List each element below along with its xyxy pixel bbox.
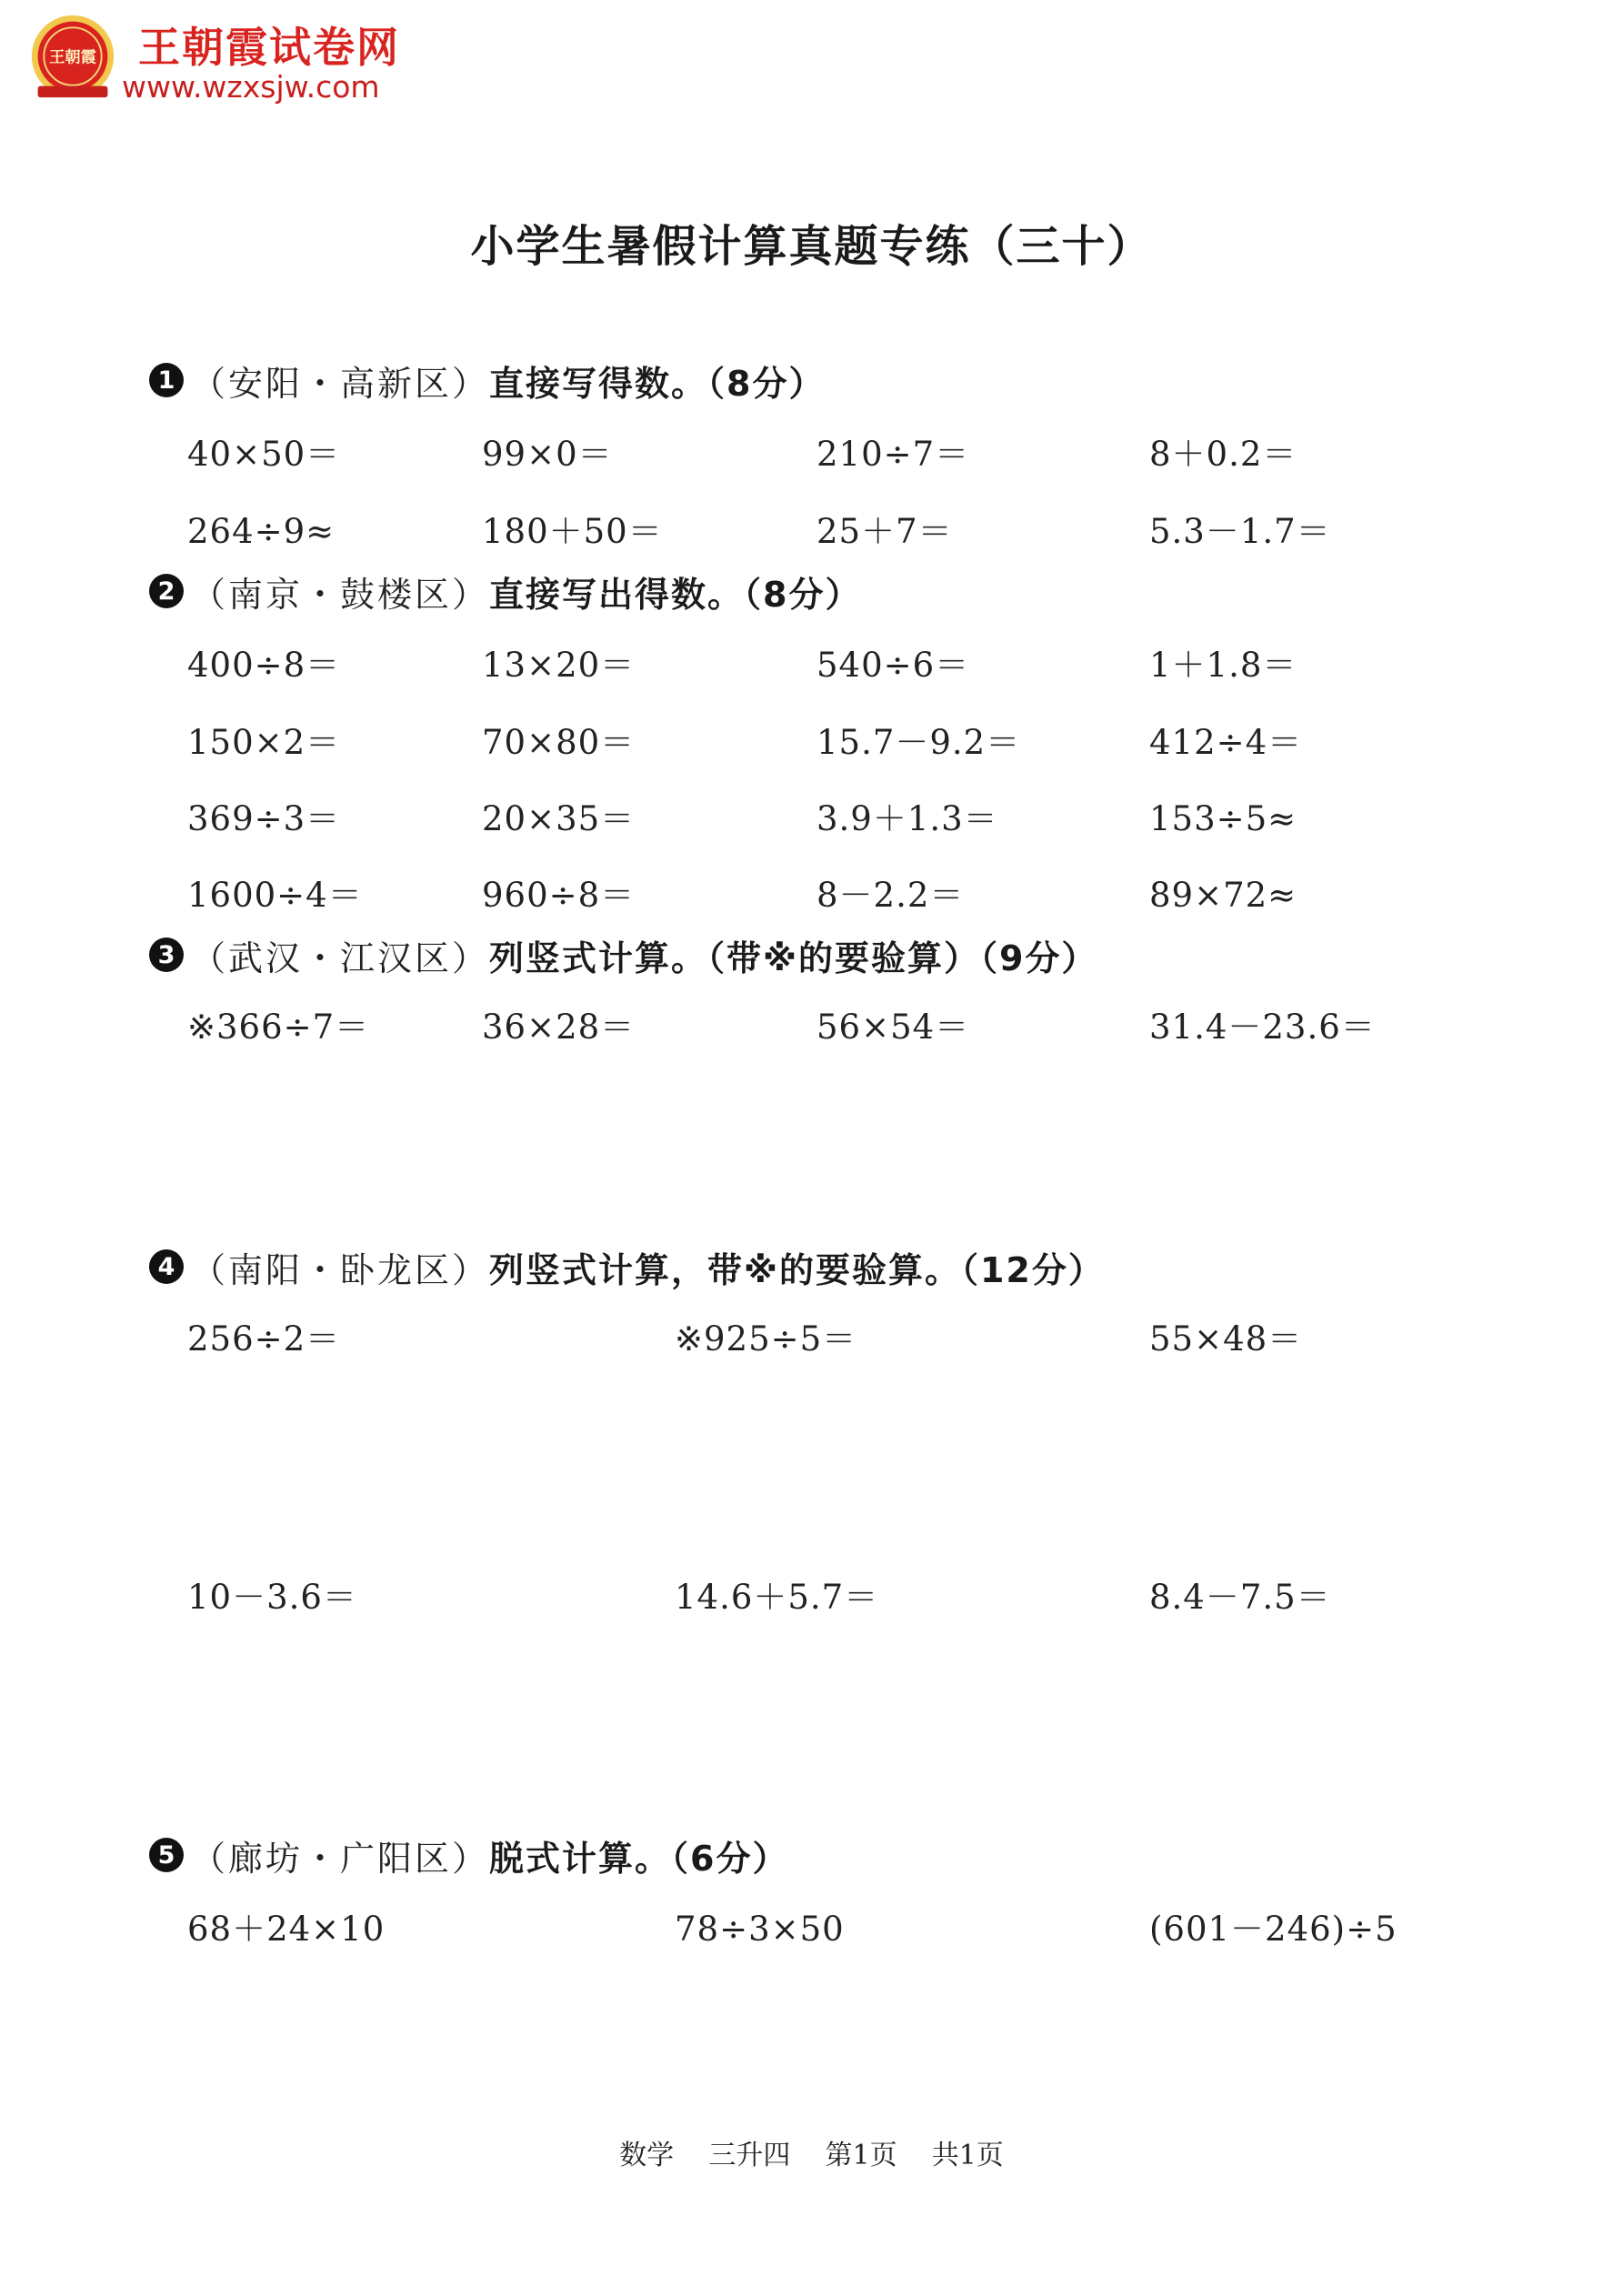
section-instruction: 列竖式计算，带※的要验算。（12分） [489,1249,1105,1290]
problem: 369÷3＝ [187,799,341,838]
problem: ※925÷5＝ [675,1319,857,1359]
svg-text:王朝霞: 王朝霞 [49,48,96,67]
problem: 180＋50＝ [482,512,663,551]
problem: 68＋24×10 [187,1910,386,1949]
problem: 10－3.6＝ [187,1578,357,1617]
problem: 540÷6＝ [817,646,970,685]
section-source: （安阳・高新区） [191,363,490,404]
page-title: 小学生暑假计算真题专练（三十） [470,221,1153,272]
problem: 1600÷4＝ [187,876,363,915]
section-number-badge: 5 [149,1838,184,1872]
problem: 960÷8＝ [482,876,636,915]
section-number-badge: 3 [149,937,184,972]
problem: 56×54＝ [817,1008,970,1047]
problem: 3.9＋1.3＝ [817,799,998,838]
section-instruction: 直接写得数。（8分） [489,363,826,404]
problem: 15.7－9.2＝ [817,723,1021,762]
problem: 8.4－7.5＝ [1149,1578,1331,1617]
seal-icon [29,13,116,100]
problem: 8－2.2＝ [817,876,965,915]
problem: 400÷8＝ [187,646,341,685]
problem: 40×50＝ [187,435,341,474]
site-name: 王朝霞试卷网 [138,23,400,72]
problem: 55×48＝ [1149,1319,1303,1359]
problem: 8＋0.2＝ [1149,435,1297,474]
problem: 25＋7＝ [817,512,953,551]
problem: 36×28＝ [482,1008,636,1047]
section-2-heading [149,564,861,618]
problem: 70×80＝ [482,723,636,762]
section-number-badge: 4 [149,1249,184,1284]
section-number-badge: 1 [149,363,184,397]
site-logo [24,9,460,109]
problem: 153÷5≈ [1149,799,1297,838]
problem: 89×72≈ [1149,876,1297,915]
section-source: （南京・鼓楼区） [191,574,490,615]
problem: 14.6＋5.7＝ [675,1578,879,1617]
problem: 78÷3×50 [675,1910,845,1949]
section-5-heading [149,1828,788,1882]
section-number-badge: 2 [149,574,184,608]
section-instruction: 列竖式计算。（带※的要验算）（9分） [489,937,1098,978]
problem: 31.4－23.6＝ [1149,1008,1376,1047]
section-1-heading [149,353,825,407]
problem: 13×20＝ [482,646,636,685]
problem: 264÷9≈ [187,512,336,551]
problem: 412÷4＝ [1149,723,1303,762]
section-3-heading [149,927,1097,982]
section-source: （廊坊・广阳区） [191,1838,490,1879]
page-footer: 数学 三升四 第1页 共1页 [619,2140,1004,2171]
section-instruction: 脱式计算。（6分） [489,1838,789,1879]
problem: (601－246)÷5 [1149,1910,1398,1949]
problem: ※366÷7＝ [187,1008,370,1047]
problem: 256÷2＝ [187,1319,341,1359]
problem: 5.3－1.7＝ [1149,512,1331,551]
problem: 99×0＝ [482,435,613,474]
section-source: （武汉・江汉区） [191,937,490,978]
problem: 1＋1.8＝ [1149,646,1297,685]
problem: 150×2＝ [187,723,341,762]
section-instruction: 直接写出得数。（8分） [489,574,862,615]
site-url: www.wzxsjw.com [122,69,380,105]
problem: 20×35＝ [482,799,636,838]
problem: 210÷7＝ [817,435,970,474]
section-source: （南阳・卧龙区） [191,1249,490,1290]
section-4-heading [149,1239,1105,1294]
